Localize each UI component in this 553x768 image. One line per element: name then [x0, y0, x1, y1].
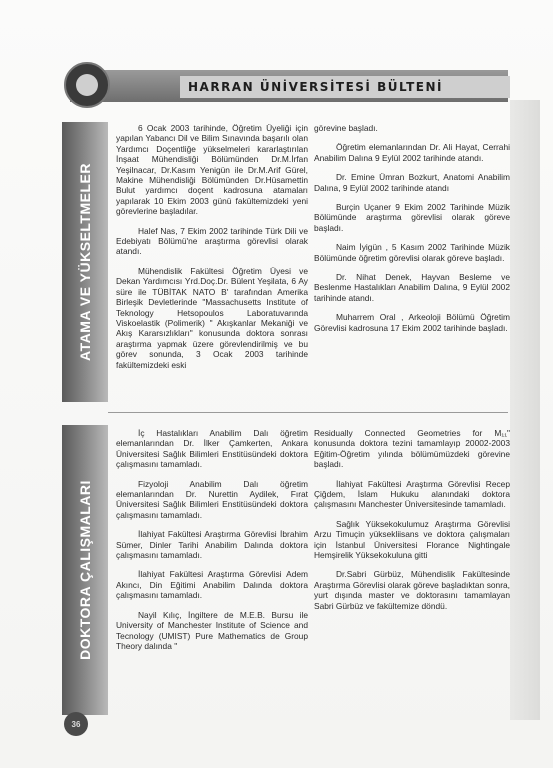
paragraph: görevine başladı. [314, 123, 378, 133]
paragraph: Muharrem Oral , Arkeoloji Bölümü Öğretim Görevlisi kadrosuna 17 Ekim 2002 tarihinde başladı. [314, 312, 510, 333]
paragraph: Burçin Uçaner 9 Ekim 2002 Tarihinde Müzik Bölümünde araştırma görevlisi olarak göreve başladı. [314, 202, 510, 233]
section-label-appointments: ATAMA VE YÜKSELTMELER [77, 163, 94, 361]
paragraph: 6 Ocak 2003 tarihinde, Öğretim Üyeliği için yapılan Yabancı Dil ve Bilim Sınavında başarılı olan Yardımcı Doçentliğe yükselmeleri kararlaştırılan İnşaat Mühendisliği Bölümünden Dr.M.İrfan Yeşilnacar, Dr.Kasım Yenigün ile Dr.M.Arif Gürel, Makine Mühendisliği Bölümünden Dr.Hüsamettin Bulut yardımcı doçent kadrosuna atamaları yapılarak 10 Ekim 2003 günü fakültemizdeki yeni görevlerine başladılar. [116, 123, 308, 217]
paragraph: Fizyoloji Anabilim Dalı öğretim elemanlarından Dr. Nurettin Aydilek, Fırat Üniversitesi Sağlık Bilimleri Enstitüsündeki doktora çalışmasını tamamladı. [116, 478, 308, 520]
paragraph: Dr.Sabri Gürbüz, Mühendislik Fakültesinde Araştırma Görevlisi olarak göreve başladıktan sonra, yurt dışında master ve doktorasını tamamlayan Sabri Gürbüz ve fakültemize döndü. [314, 569, 510, 611]
paragraph: Dr. Nihat Denek, Hayvan Besleme ve Beslenme Hastalıkları Anabilim Dalına, 9 Eylül 2002 tarihinde atandı. [314, 272, 510, 303]
paragraph: Naim İyigün , 5 Kasım 2002 Tarihinde Müzik Bölümünde öğretim görevlisi olarak göreve başladı. [314, 242, 510, 263]
paragraph: Öğretim elemanlarından Dr. Ali Hayat, Cerrahi Anabilim Dalına 9 Eylül 2002 tarihinde atandı. [314, 142, 510, 163]
section-label-doctorate: DOKTORA ÇALIŞMALARI [77, 480, 94, 660]
paragraph: İlahiyat Fakültesi Araştırma Görevlisi İbrahim Sümer, Dinler Tarihi Anabilim Dalında doktora çalışmasını tamamladı. [116, 529, 308, 561]
page-number: 36 [64, 712, 88, 736]
seal-center-icon [76, 74, 98, 96]
paragraph: İlahiyat Fakültesi Araştırma Görevlisi Recep Çiğdem, İslam Hukuku alanındaki doktora çalışmasını Manchester Üniversitesinde tamamladı. [314, 478, 510, 510]
paragraph: Mühendislik Fakültesi Öğretim Üyesi ve Dekan Yardımcısı Yrd.Doç.Dr. Bülent Yeşilata, 6 Ay süre ile TÜBİTAK NATO B' tarafından Amerika Birleşik Devletlerinde "Massachusetts Institute of Teknology Hetsopoulos Laboratuvarında Viskoelastik (Polimerik) " Akışkanlar Mekaniği ve Akış Kararsızlıkları" konusunda doktora sonrası araştırma yapmak üzere görevlendirilmiş ve bu görev sonunda, 3 Ocak 2003 tarihinde fakültemizdeki eski [116, 265, 308, 370]
paragraph: İlahiyat Fakültesi Araştırma Görevlisi Adem Akıncı, Din Eğitimi Anabilim Dalında doktora çalışmasını tamamladı. [116, 569, 308, 601]
doctorate-left-column [116, 428, 308, 660]
paragraph: Nayil Kılıç, İngiltere de M.E.B. Bursu ile University of Manchester Institute of Science and Tecnology (UMIST) Pure Mathematics de Group Theory dalında " [116, 609, 308, 651]
section-divider [108, 412, 508, 413]
paragraph: İç Hastalıkları Anabilim Dalı öğretim elemanlarından Dr. İlker Çamkerten, Ankara Üniversitesi Sağlık Bilimleri Enstitüsündeki doktora çalışmasını tamamladı. [116, 428, 308, 470]
page-shadow [510, 100, 540, 720]
paragraph: Sağlık Yüksekokulumuz Araştırma Görevlisi Arzu Timuçin yüksekliisans ve doktora çalışmaları için İstanbul Üniversitesi Florance Nightingale Hemşirelik Yüksekokuluna gitti [314, 518, 510, 561]
paragraph: Residually Connected Geometries for M₁₁" konusunda doktora tezini tamamlayıp 20002-2003 Eğitim-Öğretim yılında bölümümüzdeki görevine başladı. [314, 428, 510, 470]
paragraph: Dr. Emine Ümran Bozkurt, Anatomi Anabilim Dalına, 9 Eylül 2002 tarihinde atandı [314, 172, 510, 193]
bulletin-title: HARRAN ÜNİVERSİTESİ BÜLTENİ [180, 76, 510, 98]
paragraph: Halef Nas, 7 Ekim 2002 tarihinde Türk Dili ve Edebiyatı Bölümü'ne araştırma görevlisi olarak atandı. [116, 225, 308, 257]
appointments-left-column [116, 123, 308, 379]
doctorate-right-column [314, 428, 510, 620]
appointments-right-column [314, 123, 510, 342]
